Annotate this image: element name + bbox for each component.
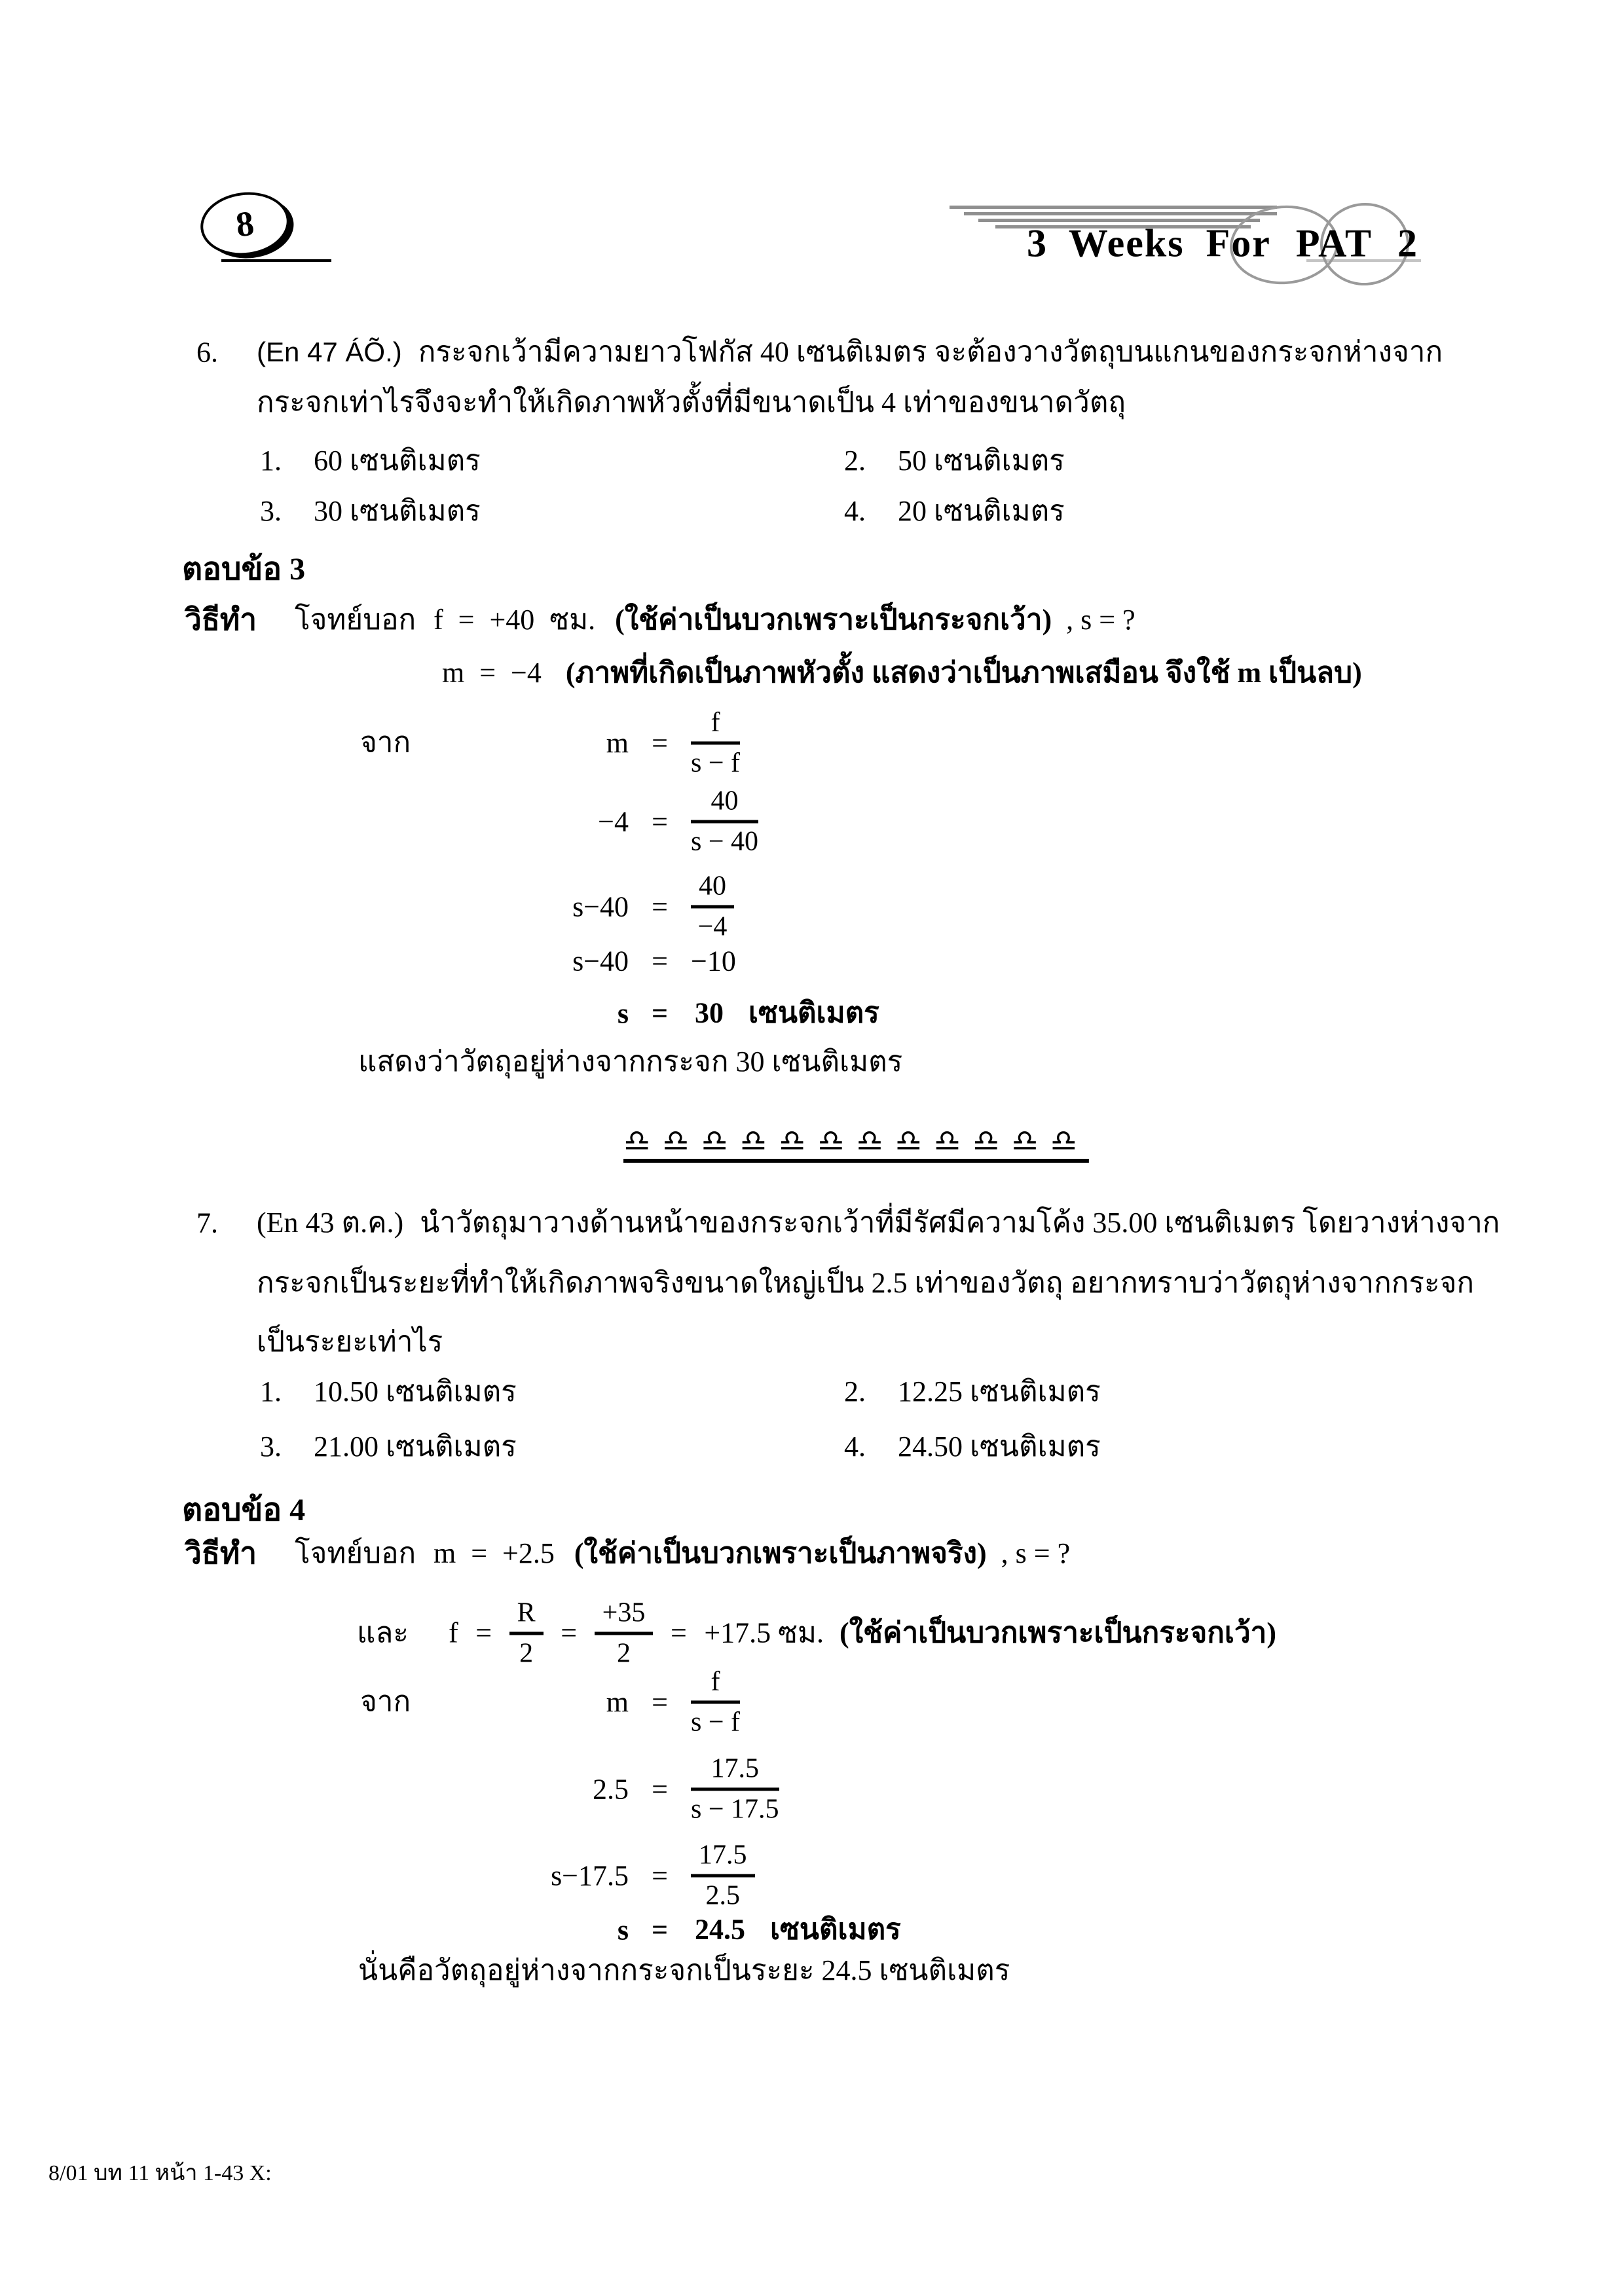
footer-text: 8/01 บท 11 หน้า 1-43 X: (48, 2161, 272, 2185)
book-title (1027, 221, 1418, 266)
method-label: วิธีทำ (185, 1536, 257, 1570)
header-speedline (950, 206, 1277, 209)
choice-4: 4. 20 เซนติเมตร (844, 494, 1065, 527)
equation-row: จาก m = $\frac{f}{s - f}$ (360, 1666, 741, 1738)
fraction: $\frac{+35}{2}$ (595, 1597, 654, 1669)
magnification-line: m = −4 (ภาพที่เกิดเป็นภาพหัวตั้ง แสดงว่าเป็นภาพเสมือน จึงใช้ m เป็นลบ) (442, 656, 1362, 689)
question-text-line3: เป็นระยะเท่าไร (257, 1325, 443, 1358)
conclusion-text: นั่นคือวัตถุอยู่ห่างจากกระจกเป็นระยะ 24.5 เซนติเมตร (358, 1954, 1010, 1986)
equation-row: s−40 = $\frac{40}{-4}$ (360, 871, 734, 942)
result-unit: เซนติเมตร (748, 996, 879, 1029)
equation-row: −4 = $\frac{40}{s - 40}$ (598, 786, 759, 857)
magnification-note: (ภาพที่เกิดเป็นภาพหัวตั้ง แสดงว่าเป็นภาพเสมือน จึงใช้ m เป็นลบ) (565, 656, 1362, 689)
question-number: 7. (196, 1207, 218, 1239)
result-unit: เซนติเมตร (770, 1913, 901, 1946)
equation-row: s−17.5 = $\frac{17.5}{2.5}$ (360, 1840, 755, 1911)
fraction: $\frac{40}{s - 40}$ (691, 786, 759, 857)
fraction: $\frac{R}{2}$ (509, 1597, 544, 1669)
result-row: s = 24.5 เซนติเมตร (617, 1913, 901, 1946)
answer-label: ตอบข้อ 4 (182, 1493, 306, 1527)
fraction: $\frac{40}{-4}$ (691, 871, 734, 942)
and-label: และ (357, 1616, 409, 1649)
fraction: $\frac{f}{s - f}$ (691, 1666, 741, 1738)
focal-note: (ใช้ค่าเป็นบวกเพราะเป็นกระจกเว้า) (840, 1616, 1277, 1649)
result-row: s = 30 เซนติเมตร (617, 996, 879, 1030)
page-number-badge (197, 187, 293, 261)
focal-length-line: และ f = $\frac{R}{2}$ = $\frac{+35}{2}$ = +17.5 ซม. (ใช้ค่าเป็นบวกเพราะเป็นกระจกเว้า) (357, 1597, 1277, 1669)
choice-2: 2. 50 เซนติเมตร (844, 444, 1065, 477)
choice-1: 1. 60 เซนติเมตร (260, 444, 481, 477)
book-title-num: 2 (1397, 221, 1418, 265)
fraction: $\frac{17.5}{s - 17.5}$ (691, 1753, 779, 1825)
question-text-line2: กระจกเท่าไรจึงจะทำให้เกิดภาพหัวตั้งที่มีขนาดเป็น 4 เท่าของขนาดวัตถุ (257, 386, 1126, 418)
header-rule (221, 259, 331, 262)
method-line: วิธีทำ โจทย์บอก m = +2.5 (ใช้ค่าเป็นบวกเพราะเป็นภาพจริง) , s = ? (185, 1536, 1071, 1570)
question-source-tag: (En 43 ต.ค.) (257, 1206, 404, 1239)
answer-label: ตอบข้อ 3 (182, 552, 306, 587)
choice-2: 2. 12.25 เซนติเมตร (844, 1375, 1101, 1408)
equation-row: s−40 = −10 (572, 945, 736, 977)
given-note: (ใช้ค่าเป็นบวกเพราะเป็นภาพจริง) (574, 1537, 987, 1569)
choice-3: 3. 21.00 เซนติเมตร (260, 1430, 517, 1463)
fraction: $\frac{17.5}{2.5}$ (691, 1840, 755, 1911)
page-number: 8 (233, 203, 257, 245)
question-source-tag: (En 47 ÁÕ.) (257, 336, 402, 367)
choice-3: 3. 30 เซนติเมตร (260, 494, 481, 527)
conclusion-text: แสดงว่าวัตถุอยู่ห่างจากกระจก 30 เซนติเมตร (358, 1045, 903, 1078)
method-label: วิธีทำ (185, 602, 257, 636)
header-speedline (964, 212, 1277, 215)
book-title-prefix: 3 Weeks For (1027, 221, 1271, 265)
choice-4: 4. 24.50 เซนติเมตร (844, 1430, 1101, 1463)
from-label: จาก (360, 1685, 411, 1718)
equation-row: 2.5 = $\frac{17.5}{s - 17.5}$ (593, 1753, 779, 1825)
section-divider: ♎♎♎♎♎♎♎♎♎♎♎♎ (623, 1123, 1089, 1158)
from-label: จาก (360, 726, 411, 759)
equation-row: จาก m = $\frac{f}{s - f}$ (360, 707, 741, 778)
question-text-line1: (En 47 ÁÕ.) กระจกเว้ามีความยาวโฟกัส 40 เซนติเมตร จะต้องวางวัตถุบนแกนของกระจกห่างจาก (257, 335, 1443, 368)
choice-1: 1. 10.50 เซนติเมตร (260, 1375, 517, 1408)
result-value: 30 (695, 996, 724, 1029)
fraction: $\frac{f}{s - f}$ (691, 707, 741, 778)
given-note: (ใช้ค่าเป็นบวกเพราะเป็นกระจกเว้า) (615, 603, 1052, 636)
question-number: 6. (196, 336, 218, 369)
method-line: วิธีทำ โจทย์บอก f = +40 ซม. (ใช้ค่าเป็นบวกเพราะเป็นกระจกเว้า) , s = ? (185, 602, 1135, 636)
book-title-pat: PAT (1295, 221, 1373, 265)
question-text-line1: (En 43 ต.ค.) นำวัตถุมาวางด้านหน้าของกระจกเว้าที่มีรัศมีความโค้ง 35.00 เซนติเมตร โดยวางห่างจาก (257, 1206, 1500, 1239)
result-value: 24.5 (695, 1913, 745, 1946)
question-text-line2: กระจกเป็นระยะที่ทำให้เกิดภาพจริงขนาดใหญ่เป็น 2.5 เท่าของวัตถุ อยากทราบว่าวัตถุห่างจากกระจก (257, 1266, 1475, 1299)
